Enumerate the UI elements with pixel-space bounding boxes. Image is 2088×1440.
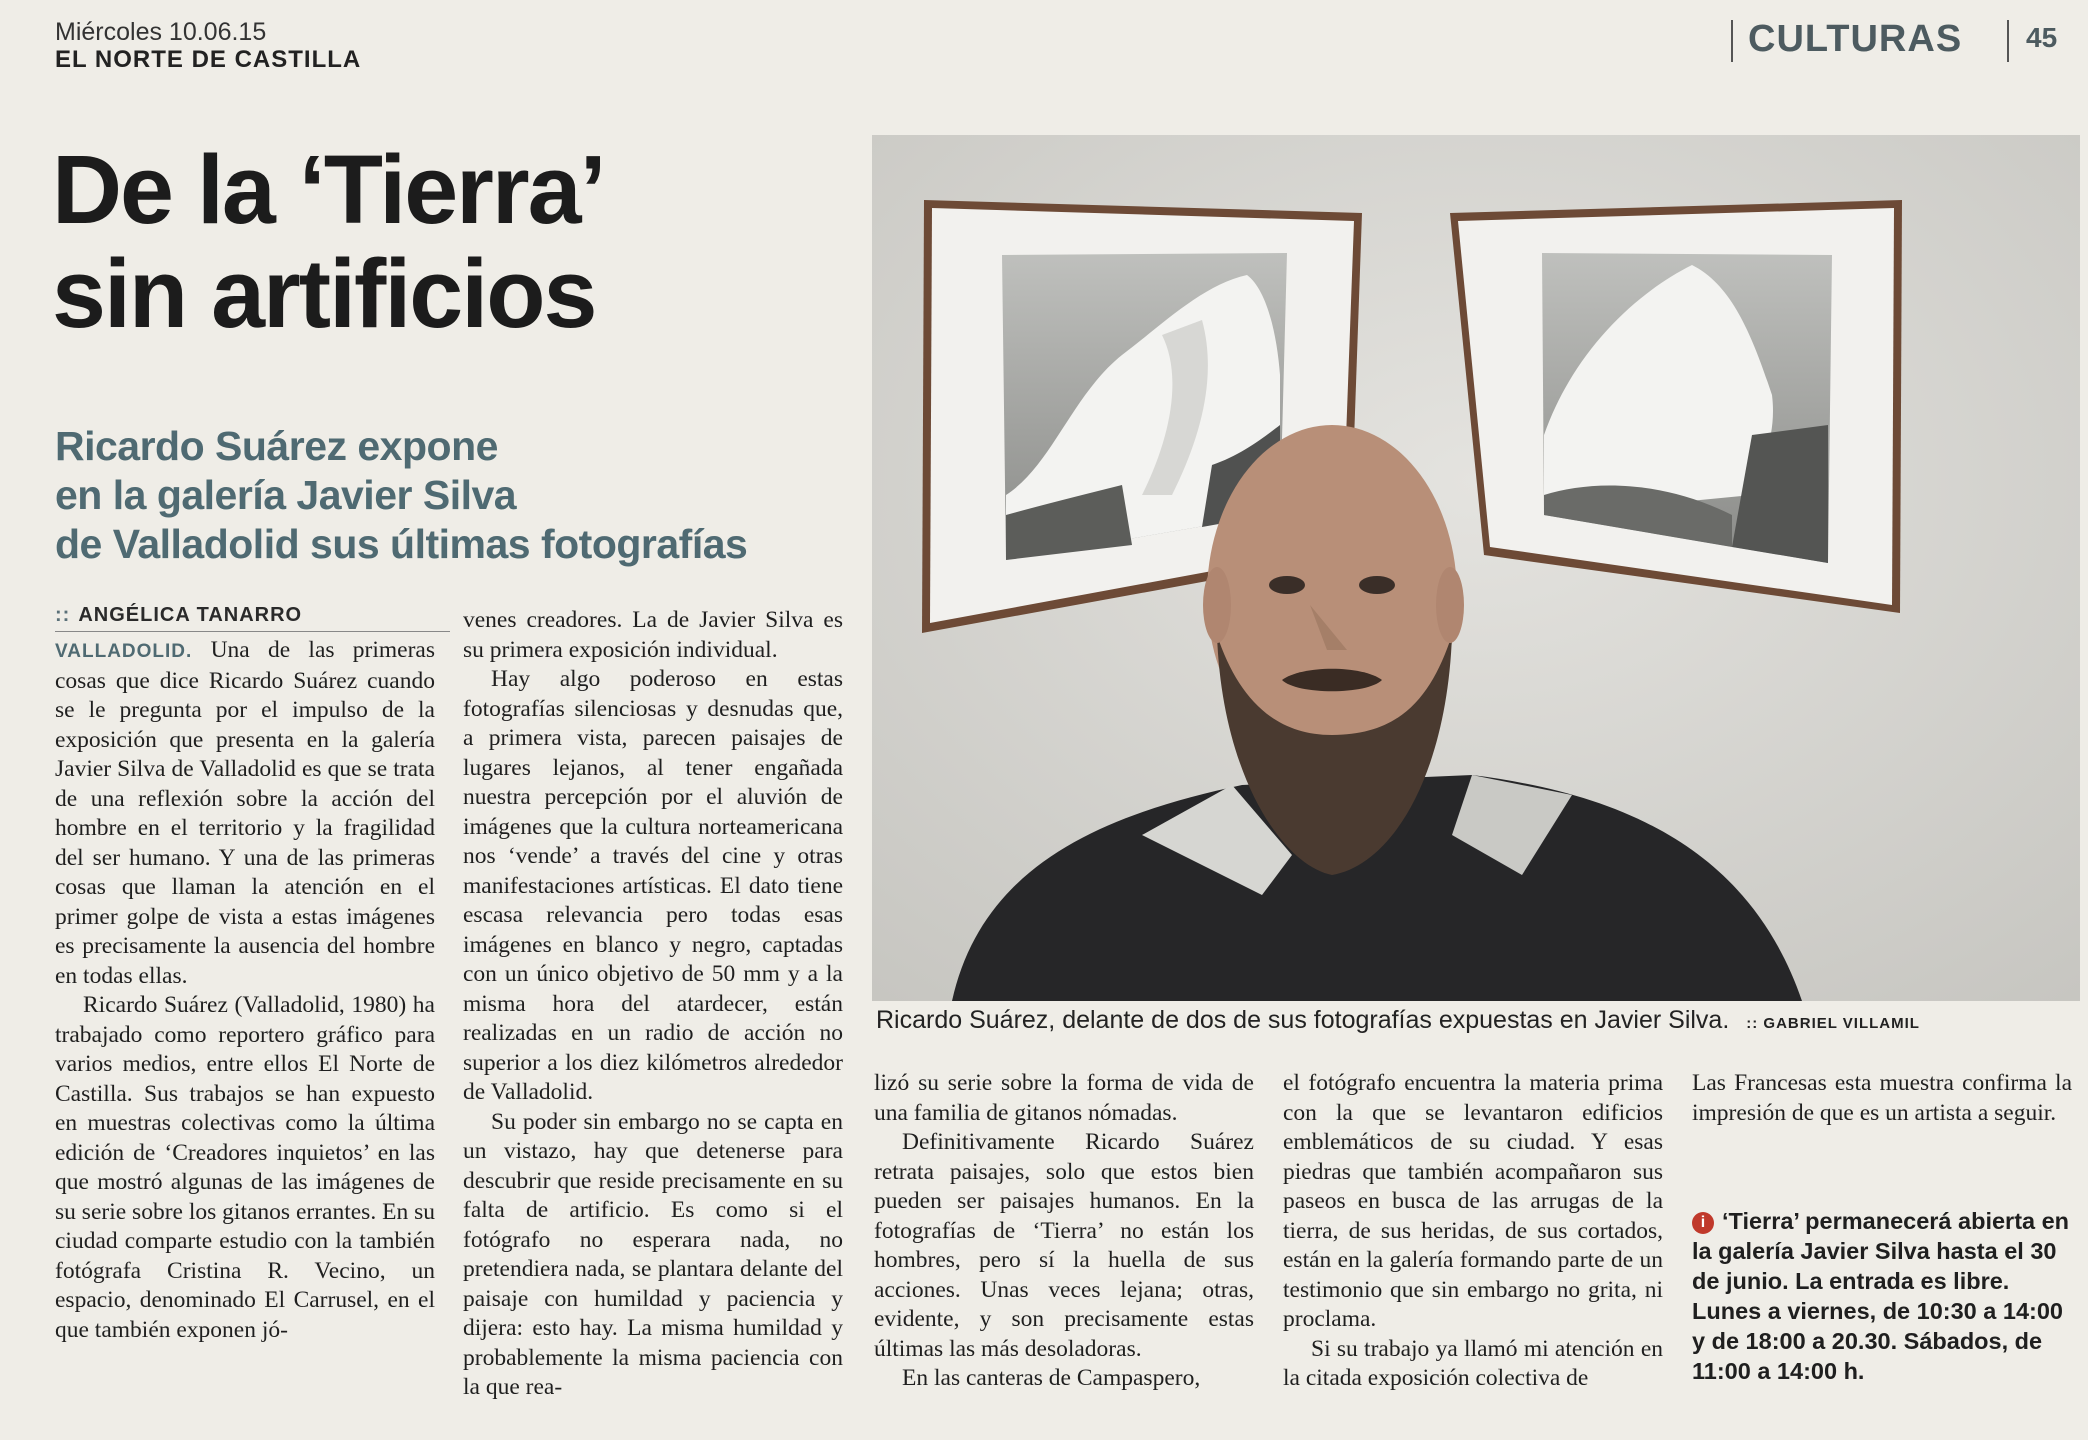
author-name: ANGÉLICA TANARRO [78,604,303,626]
headline-line: sin artificios [52,239,596,348]
photo-illustration [872,135,2080,1001]
article-paragraph: Hay algo poderoso en estas fotografías silenciosas y desnudas que, a primera vista, parecen paisajes de lugares lejanos, al tener engañada nuestra percepción por el aluvión de imágenes que la cultura norteamericana nos ‘vende’ a través del cine y otras manifestaciones artísticas. El dato tiene escasa relevancia pero todas esas imágenes en blanco y negro, captadas con un único objetivo de 50 mm y a la misma hora del atardecer, están realizadas en un radio de acción no superior a los diez kilómetros alrededor de Valladolid. [463,666,843,1105]
article-photo [872,135,2080,1001]
article-paragraph: VALLADOLID. Una de las primeras cosas que dice Ricardo Suárez cuando se le pregunta por el impulso de la exposición que presenta en la galería Javier Silva de Valladolid es que se trata de una reflexión sobre la acción del hombre en el territorio y la fragilidad del ser humano. Y una de las primeras cosas que llaman la atención en el primer golpe de vista a estas imágenes es precisamente la ausencia del hombre en todas ellas. [55,637,436,989]
dateline: VALLADOLID. [55,641,193,662]
article-paragraph: venes creadores. La de Javier Silva es su primera exposición individual. [463,607,843,663]
byline-divider [55,631,450,632]
right-framed-photo [1450,200,1902,613]
caption-text: Ricardo Suárez, delante de dos de sus fotografías expuestas en Javier Silva. [876,1006,1730,1034]
subheadline-line: en la galería Javier Silva [55,472,517,518]
article-paragraph: Definitivamente Ricardo Suárez retrata paisajes, solo que estos bien pueden ser paisajes humanos. En la fotografías de ‘Tierra’ no están los hombres, pero sí la huella de sus acciones. Unas veces lejana; otras, evidente, y son precisamente estas últimas las más desoladoras. [874,1129,1254,1362]
article-column-3 [874,1069,1254,1394]
article-paragraph: lizó su serie sobre la forma de vida de una familia de gitanos nómadas. [874,1070,1254,1126]
byline-marker: :: [55,604,71,626]
header-divider [1731,20,1733,62]
article-paragraph: Ricardo Suárez (Valladolid, 1980) ha trabajado como reportero gráfico para varios medios, entre ellos El Norte de Castilla. Sus trabajos se han expuesto en muestras colectivas como la última edición de ‘Creadores inquietos’ en las que mostró algunas de las imágenes de su serie sobre los gitanos errantes. En su ciudad comparte estudio con la también fotógrafa Cristina R. Vecino, un espacio, denominado El Carrusel, en el que también exponen jó- [55,992,435,1343]
headline-line: De la ‘Tierra’ [52,135,605,244]
newspaper-name: EL NORTE DE CASTILLA [55,46,362,73]
subheadline [55,422,855,569]
article-paragraph: Su poder sin embargo no se capta en un vistazo, hay que detenerse para descubrir que reside precisamente en su falta de artificio. Es como si el fotógrafo no esperara nada, no pretendiera nada, se plantara delante del paisaje con humildad y paciencia y dijera: esto hay. La misma humildad y probablemente la misma paciencia con la que rea- [463,1108,843,1400]
photo-caption [876,1006,2076,1035]
subheadline-line: Ricardo Suárez expone [55,423,498,469]
article-paragraph: En las canteras de Campaspero, [902,1365,1201,1391]
subheadline-line: de Valladolid sus últimas fotografías [55,521,748,567]
article-paragraph: el fotógrafo encuentra la materia prima con la que se levantaron edificios emblemáticos de su ciudad. Y esas piedras que también acompañaron sus paseos en busca de las arrugas de la tierra, de sus heridas, de sus cortados, están en la galería formando parte de un testimonio que sin embargo no grita, ni proclama. [1283,1070,1663,1332]
exhibition-info-box [1692,1206,2072,1386]
exhibition-info-text: ‘Tierra’ permanecerá abierta en la galería Javier Silva hasta el 30 de junio. La entrada es libre. Lunes a viernes, de 10:30 a 14:00 y de 18:00 a 20.30. Sábados, de 11:00 a 14:00 h. [1692,1208,2070,1384]
article-paragraph: Si su trabajo ya llamó mi atención en la citada exposición colectiva de [1283,1335,1663,1391]
header-divider [2007,20,2009,62]
article-column-2 [463,606,843,1403]
article-column-5 [1692,1069,2072,1128]
article-column-1 [55,636,435,1345]
page-number: 45 [2026,22,2058,53]
info-icon: i [1692,1212,1714,1234]
issue-date: Miércoles 10.06.15 [55,18,267,46]
photo-credit: :: GABRIEL VILLAMIL [1746,1015,1920,1032]
section-name: CULTURAS [1748,18,1963,60]
article-paragraph: Las Francesas esta muestra confirma la impresión de que es un artista a seguir. [1692,1070,2072,1126]
article-column-4 [1283,1069,1663,1394]
headline [52,135,872,348]
byline [55,604,302,627]
